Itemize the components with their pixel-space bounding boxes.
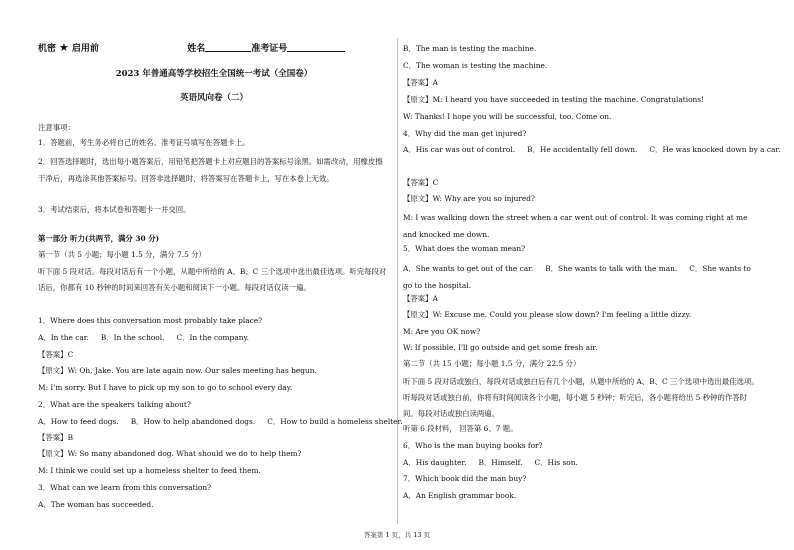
question-1: 1．Where does this conversation most probably take place? [38,316,263,325]
option-c: C．His son. [534,458,578,467]
option-a: A．In the car. [38,333,89,342]
answer-4: 【答案】C [403,178,439,187]
option-b: B．Himself. [478,458,523,467]
question-6: 6．Who is the man buying books for? [403,441,543,450]
answer-2: 【答案】B [38,433,73,442]
star-icon: ★ [59,41,69,54]
transcript-line: 【原文】M: I heard you have succeeded in testing the machine. Congratulations! [403,95,705,104]
option-b: B．He accidentally fell down. [527,145,638,154]
option-c: C．The woman is testing the machine. [403,61,548,70]
name-blank[interactable] [205,51,251,52]
option-b: B．The man is testing the machine. [403,44,537,53]
question-4: 4．Why did the man get injured? [403,129,527,138]
confidential-label: 机密 [38,44,57,54]
note-item: 3．考试结束后，将本试卷和答题卡一并交回。 [38,205,191,214]
notes-heading: 注意事项： [38,123,75,132]
question-6-options [403,458,590,468]
answer-3: 【答案】A [403,78,438,87]
option-b: B．In the school. [100,333,165,342]
question-4-options [403,145,793,155]
answer-5: 【答案】A [403,294,438,303]
transcript-line: 【原文】W: So many abandoned dog. What should we do to help them? [38,449,302,458]
name-label: 姓名 [187,44,206,54]
transcript-line: M: I'm sorry. But I have to pick up my son to go to school every day. [38,383,293,392]
transcript-line: M: Are you OK now? [403,327,481,336]
option-c: C．How to build a homeless shelter. [267,417,403,426]
before-use-label: 启用前 [71,44,99,54]
column-divider [397,38,398,524]
exam-number-blank[interactable] [287,51,345,52]
option-a: A．The woman has succeeded. [38,500,154,509]
section2-material: 听第 6 段材料， 回答第 6、7 题。 [403,424,518,433]
section1-heading: 第一节（共 5 小题；每小题 1.5 分，满分 7.5 分） [38,250,206,259]
question-2: 2．What are the speakers talking about? [38,400,191,409]
question-7: 7．Which book did the man buy? [403,474,527,483]
exam-subtitle: 英语风向卷（二） [179,93,248,103]
transcript-line: 【原文】W: Oh, Jake. You are late again now. Our sales meeting has begun. [38,366,317,375]
question-1-options [38,333,261,343]
transcript-line: M: I was walking down the street when a car went out of control. It was coming right at me and knocked me down. [403,213,748,239]
header-line [38,42,345,55]
note-item: 2．回答选择题时，选出每小题答案后，用铅笔把答题卡上对应题目的答案标号涂黑。如需改动，用橡皮擦干净后，再选涂其他答案标号。回答非选择题时，将答案写在答题卡上，写在本卷上无效。 [38,157,383,183]
note-item: 1．答题前，考生务必将自己的姓名、准考证号填写在答题卡上。 [38,138,250,147]
exam-title: 2023 年普通高等学校招生全国统一考试（全国卷） [115,69,313,79]
question-2-options [38,417,415,427]
page-footer: 答案第 1 页，共 13 页 [363,531,431,539]
option-c: C．He was knocked down by a car. [649,145,781,154]
answer-1: 【答案】C [38,350,74,359]
section1-instructions: 听下面 5 段对话。每段对话后有一个小题，从题中所给的 A、B、C 三个选项中选出最佳选项。听完每段对话后，你都有 10 秒钟的时间来回答有关小题和阅读下一小题。每段对话仅读一遍。 [38,267,387,292]
part1-heading: 第一部分 听力(共两节，满分 30 分) [38,234,160,243]
option-a: A．She wants to get out of the car. [403,264,534,273]
transcript-line: 【原文】W: Why are you so injured? [403,194,535,203]
question-5: 5．What does the woman mean? [403,244,526,253]
option-c: C．In the company. [176,333,250,342]
option-c: C．She wants to go to the hospital. [403,264,751,290]
option-a: A．An English grammar book. [403,491,517,500]
option-a: A．His daughter. [403,458,467,467]
transcript-line: 【原文】W: Excuse me. Could you please slow down? I'm feeling a little dizzy. [403,310,691,319]
transcript-line: W: If possible, I'll go outside and get some fresh air. [403,343,598,352]
option-a: A．How to feed dogs. [38,417,119,426]
transcript-line: M: I think we could set up a homeless shelter to feed them. [38,466,261,475]
transcript-line: W: Thanks! I hope you will be successful, too. Come on. [403,112,612,121]
exam-number-label: 准考证号 [251,44,288,54]
option-b: B．How to help abandoned dogs. [130,417,256,426]
question-5-options [403,261,761,294]
section2-heading: 第二节（共 15 小题；每小题 1.5 分，满分 22.5 分） [403,359,581,368]
option-a: A．His car was out of control. [403,145,516,154]
section2-instructions: 听下面 5 段对话或独白，每段对话或独白后有几个小题，从题中所给的 A、B、C 三个选项中选出最佳选项。听每段对话或独白前，你将有时间阅读各个小题，每小题 5 秒钟；听完后，各小题将给出 5 秒钟的作答时间。每段对话或独白读两遍。 [403,377,759,418]
option-b: B．She wants to talk with the man. [545,264,678,273]
question-3: 3．What can we learn from this conversation? [38,483,212,492]
